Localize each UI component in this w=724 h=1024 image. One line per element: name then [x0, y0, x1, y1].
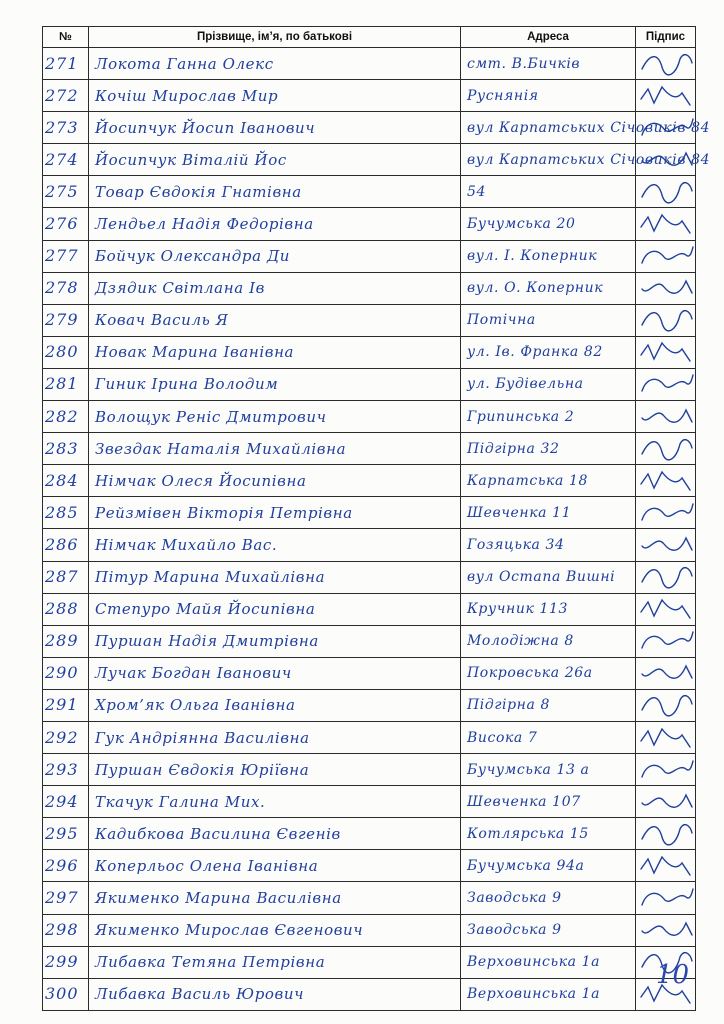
row-name-cell	[89, 529, 461, 561]
row-name-cell	[89, 465, 461, 497]
row-name-cell	[89, 657, 461, 689]
row-number-cell	[43, 368, 89, 400]
row-name-cell	[89, 946, 461, 978]
row-address: Заводська 9	[467, 922, 562, 939]
row-signature-cell	[636, 882, 696, 914]
row-signature-cell	[636, 850, 696, 882]
table-row	[43, 561, 696, 593]
row-number: 290	[45, 663, 79, 683]
row-name-cell	[89, 368, 461, 400]
row-number-cell	[43, 850, 89, 882]
header-name: Прізвище, ім’я, по батькові	[89, 27, 461, 48]
row-full-name: Ткачук Галина Мих.	[95, 792, 266, 811]
row-number: 272	[45, 85, 79, 105]
handwritten-signature	[636, 273, 696, 303]
row-signature-cell	[636, 176, 696, 208]
row-address-cell	[461, 176, 636, 208]
row-number-cell	[43, 818, 89, 850]
table-row	[43, 786, 696, 818]
row-number: 276	[45, 214, 79, 234]
table-row	[43, 272, 696, 304]
row-address-cell	[461, 850, 636, 882]
row-address-cell	[461, 272, 636, 304]
row-address: Руснянія	[467, 87, 539, 104]
row-name-cell	[89, 48, 461, 80]
handwritten-signature	[636, 690, 696, 720]
table-row	[43, 304, 696, 336]
handwritten-signature	[636, 305, 696, 335]
table-row	[43, 497, 696, 529]
row-number: 291	[45, 695, 79, 715]
row-name-cell	[89, 786, 461, 818]
row-number-cell	[43, 914, 89, 946]
row-number: 297	[45, 887, 79, 907]
row-name-cell	[89, 497, 461, 529]
row-number-cell	[43, 561, 89, 593]
handwritten-signature	[636, 787, 696, 817]
row-name-cell	[89, 208, 461, 240]
row-address-cell	[461, 882, 636, 914]
row-number: 273	[45, 117, 79, 137]
row-number: 296	[45, 855, 79, 875]
handwritten-signature	[636, 209, 696, 239]
page-number: 10	[656, 960, 690, 990]
table-row	[43, 208, 696, 240]
row-number: 300	[45, 984, 79, 1004]
row-address-cell	[461, 786, 636, 818]
row-number-cell	[43, 240, 89, 272]
row-address: Верховинська 1а	[467, 954, 601, 971]
row-signature-cell	[636, 818, 696, 850]
row-number-cell	[43, 465, 89, 497]
row-address: 54	[467, 183, 487, 200]
row-name-cell	[89, 978, 461, 1010]
row-name-cell	[89, 914, 461, 946]
row-address-cell	[461, 497, 636, 529]
row-name-cell	[89, 304, 461, 336]
row-full-name: Либавка Василь Юрович	[95, 985, 305, 1004]
row-address: Підгірна 8	[467, 697, 550, 714]
header-number: №	[43, 27, 89, 48]
row-full-name: Лендьел Надія Федорівна	[95, 215, 314, 234]
row-number: 287	[45, 567, 79, 587]
row-number-cell	[43, 112, 89, 144]
row-number: 288	[45, 599, 79, 619]
row-full-name: Волощук Реніс Дмитрович	[95, 407, 327, 426]
row-address: смт. В.Бичків	[467, 55, 581, 72]
row-signature-cell	[636, 208, 696, 240]
header-address: Адреса	[461, 27, 636, 48]
row-address-cell	[461, 754, 636, 786]
row-address: Потічна	[467, 312, 536, 329]
table-body	[43, 48, 711, 1011]
row-name-cell	[89, 689, 461, 721]
row-address-cell	[461, 112, 711, 144]
row-full-name: Якименко Марина Василівна	[95, 888, 342, 907]
row-signature-cell	[636, 914, 696, 946]
row-address: Шевченка 11	[467, 504, 572, 521]
row-address: Підгірна 32	[467, 440, 560, 457]
handwritten-signature	[636, 434, 696, 464]
handwritten-signature	[636, 369, 696, 399]
row-address: Котлярська 15	[467, 825, 589, 842]
handwritten-signature	[636, 915, 696, 945]
row-number: 293	[45, 759, 79, 779]
row-address: ул. Будівельна	[467, 376, 584, 393]
row-signature-cell	[636, 721, 696, 753]
row-address: Бучумська 94а	[467, 857, 585, 874]
handwritten-signature	[636, 466, 696, 496]
row-number-cell	[43, 529, 89, 561]
row-address-cell	[461, 304, 636, 336]
row-number-cell	[43, 401, 89, 433]
row-full-name: Рейзмівен Вікторія Петрівна	[95, 503, 353, 522]
row-address-cell	[461, 914, 636, 946]
handwritten-signature	[636, 81, 696, 111]
row-full-name: Кадибкова Василина Євгенів	[95, 824, 341, 843]
table-row	[43, 882, 696, 914]
row-number: 279	[45, 310, 79, 330]
row-address-cell	[461, 368, 636, 400]
row-signature-cell	[636, 657, 696, 689]
row-full-name: Гук Андріянна Василівна	[95, 728, 310, 747]
row-address-cell	[461, 529, 636, 561]
handwritten-signature	[636, 851, 696, 881]
row-address-cell	[461, 465, 636, 497]
row-number-cell	[43, 497, 89, 529]
row-name-cell	[89, 721, 461, 753]
row-full-name: Новак Марина Іванівна	[95, 343, 295, 362]
row-full-name: Пуршан Євдокія Юріївна	[95, 760, 310, 779]
row-number: 284	[45, 470, 79, 490]
row-number-cell	[43, 80, 89, 112]
table-row	[43, 112, 696, 144]
row-full-name: Німчак Олеся Йосипівна	[95, 471, 307, 490]
row-signature-cell	[636, 754, 696, 786]
row-address: вул Остапа Вишні	[467, 569, 616, 586]
row-signature-cell	[636, 401, 696, 433]
table-row	[43, 721, 696, 753]
row-number-cell	[43, 625, 89, 657]
table-row	[43, 465, 696, 497]
row-address-cell	[461, 818, 636, 850]
row-number: 299	[45, 952, 79, 972]
row-address: Карпатська 18	[467, 472, 589, 489]
row-signature-cell	[636, 80, 696, 112]
row-address: вул Карпатських Січовиків 84	[467, 151, 711, 168]
row-number-cell	[43, 946, 89, 978]
signature-table	[42, 26, 711, 1011]
row-full-name: Ковач Василь Я	[95, 311, 229, 330]
row-signature-cell	[636, 786, 696, 818]
row-number-cell	[43, 754, 89, 786]
row-full-name: Звездак Наталія Михайлівна	[95, 439, 347, 458]
row-number: 286	[45, 534, 79, 554]
row-name-cell	[89, 336, 461, 368]
row-number: 292	[45, 727, 79, 747]
table-row	[43, 818, 696, 850]
row-number: 289	[45, 631, 79, 651]
row-number: 278	[45, 278, 79, 298]
table-row	[43, 689, 696, 721]
row-address: Бучумська 20	[467, 216, 576, 233]
table-row	[43, 336, 696, 368]
row-number-cell	[43, 208, 89, 240]
row-number-cell	[43, 336, 89, 368]
row-number-cell	[43, 272, 89, 304]
row-name-cell	[89, 593, 461, 625]
row-address-cell	[461, 208, 636, 240]
row-full-name: Бойчук Олександра Ди	[95, 247, 291, 266]
row-address: вул. О. Коперник	[467, 280, 604, 297]
row-address: Шевченка 107	[467, 793, 581, 810]
row-address: вул. І. Коперник	[467, 248, 598, 265]
row-name-cell	[89, 144, 461, 176]
row-number-cell	[43, 721, 89, 753]
row-name-cell	[89, 561, 461, 593]
header-row	[43, 27, 696, 48]
row-signature-cell	[636, 433, 696, 465]
row-address: Грипинська 2	[467, 408, 575, 425]
table-row	[43, 240, 696, 272]
row-number: 275	[45, 181, 79, 201]
table-row	[43, 657, 696, 689]
row-number: 271	[45, 53, 79, 73]
row-number-cell	[43, 144, 89, 176]
row-address: Бучумська 13 а	[467, 761, 590, 778]
row-number-cell	[43, 304, 89, 336]
row-number-cell	[43, 882, 89, 914]
row-signature-cell	[636, 561, 696, 593]
table-row	[43, 529, 696, 561]
row-signature-cell	[636, 336, 696, 368]
handwritten-signature	[636, 723, 696, 753]
table-row	[43, 368, 696, 400]
handwritten-signature	[636, 49, 696, 79]
row-name-cell	[89, 433, 461, 465]
row-name-cell	[89, 754, 461, 786]
row-name-cell	[89, 176, 461, 208]
row-address-cell	[461, 625, 636, 657]
row-address: Гозяцька 34	[467, 536, 565, 553]
row-full-name: Кочіш Мирослав Мир	[95, 86, 279, 105]
row-number-cell	[43, 176, 89, 208]
table-row	[43, 625, 696, 657]
row-address: Верховинська 1а	[467, 986, 601, 1003]
row-name-cell	[89, 850, 461, 882]
row-number: 281	[45, 374, 79, 394]
row-signature-cell	[636, 465, 696, 497]
row-address-cell	[461, 689, 636, 721]
handwritten-signature	[636, 819, 696, 849]
row-full-name: Якименко Мирослав Євгенович	[95, 921, 364, 940]
handwritten-signature	[636, 755, 696, 785]
row-number-cell	[43, 593, 89, 625]
row-address: вул Карпатських Січовиків 84	[467, 119, 711, 136]
row-signature-cell	[636, 304, 696, 336]
row-name-cell	[89, 240, 461, 272]
handwritten-signature	[636, 241, 696, 271]
row-name-cell	[89, 272, 461, 304]
row-number: 294	[45, 791, 79, 811]
table-row	[43, 401, 696, 433]
row-number-cell	[43, 48, 89, 80]
row-full-name: Степуро Майя Йосипівна	[95, 600, 316, 619]
row-address: Висока 7	[467, 729, 538, 746]
handwritten-signature	[636, 594, 696, 624]
row-name-cell	[89, 401, 461, 433]
row-full-name: Коперльос Олена Іванівна	[95, 856, 319, 875]
row-full-name: Німчак Михайло Вас.	[95, 535, 278, 554]
row-address: Заводська 9	[467, 889, 562, 906]
row-signature-cell	[636, 529, 696, 561]
row-full-name: Лучак Богдан Іванович	[95, 664, 292, 683]
row-number: 280	[45, 342, 79, 362]
row-address: ул. Ів. Франка 82	[467, 344, 603, 361]
row-name-cell	[89, 625, 461, 657]
table-row	[43, 754, 696, 786]
handwritten-signature	[636, 562, 696, 592]
handwritten-signature	[636, 498, 696, 528]
row-full-name: Йосипчук Віталій Йос	[95, 150, 287, 169]
row-number: 283	[45, 438, 79, 458]
row-signature-cell	[636, 625, 696, 657]
row-address-cell	[461, 721, 636, 753]
row-address-cell	[461, 336, 636, 368]
row-number: 274	[45, 149, 79, 169]
row-address: Покровська 26а	[467, 665, 593, 682]
row-name-cell	[89, 112, 461, 144]
table-row	[43, 433, 696, 465]
table-row	[43, 176, 696, 208]
row-address-cell	[461, 401, 636, 433]
table-row	[43, 978, 696, 1010]
row-number: 298	[45, 920, 79, 940]
row-number-cell	[43, 657, 89, 689]
row-number: 295	[45, 823, 79, 843]
row-signature-cell	[636, 272, 696, 304]
row-full-name: Пітур Марина Михайлівна	[95, 568, 326, 587]
table-row	[43, 850, 696, 882]
row-full-name: Товар Євдокія Гнатівна	[95, 182, 302, 201]
handwritten-signature	[636, 658, 696, 688]
row-name-cell	[89, 882, 461, 914]
handwritten-signature	[636, 883, 696, 913]
table-row	[43, 80, 696, 112]
row-signature-cell	[636, 48, 696, 80]
row-number-cell	[43, 433, 89, 465]
row-signature-cell	[636, 497, 696, 529]
row-address-cell	[461, 978, 636, 1010]
handwritten-signature	[636, 402, 696, 432]
row-number: 277	[45, 246, 79, 266]
row-full-name: Гиник Ірина Володим	[95, 375, 279, 394]
row-name-cell	[89, 818, 461, 850]
row-address: Кручник 113	[467, 601, 568, 618]
row-signature-cell	[636, 240, 696, 272]
row-full-name: Йосипчук Йосип Іванович	[95, 118, 316, 137]
row-full-name: Дзядик Світлана Ів	[95, 279, 265, 298]
row-signature-cell	[636, 689, 696, 721]
row-number-cell	[43, 689, 89, 721]
row-name-cell	[89, 80, 461, 112]
table-row	[43, 946, 696, 978]
row-number: 285	[45, 502, 79, 522]
row-signature-cell	[636, 368, 696, 400]
row-signature-cell	[636, 593, 696, 625]
row-full-name: Хром’як Ольга Іванівна	[95, 696, 296, 715]
table-row	[43, 914, 696, 946]
table-row	[43, 593, 696, 625]
table-header	[43, 27, 696, 48]
row-address-cell	[461, 593, 636, 625]
row-address-cell	[461, 48, 636, 80]
row-address-cell	[461, 80, 636, 112]
row-address-cell	[461, 561, 636, 593]
row-number-cell	[43, 786, 89, 818]
row-full-name: Либавка Тетяна Петрівна	[95, 953, 326, 972]
row-address-cell	[461, 946, 636, 978]
row-address: Молодіжна 8	[467, 633, 574, 650]
row-address-cell	[461, 144, 711, 176]
header-signature: Підпис	[636, 27, 696, 48]
table-row	[43, 144, 696, 176]
handwritten-signature	[636, 337, 696, 367]
row-address-cell	[461, 433, 636, 465]
row-number: 282	[45, 406, 79, 426]
row-address-cell	[461, 240, 636, 272]
row-address-cell	[461, 657, 636, 689]
table-row	[43, 48, 696, 80]
row-number-cell	[43, 978, 89, 1010]
row-full-name: Локота Ганна Олекс	[95, 54, 274, 73]
handwritten-signature	[636, 177, 696, 207]
handwritten-signature	[636, 626, 696, 656]
handwritten-signature	[636, 530, 696, 560]
row-full-name: Пуршан Надія Дмитрівна	[95, 632, 319, 651]
